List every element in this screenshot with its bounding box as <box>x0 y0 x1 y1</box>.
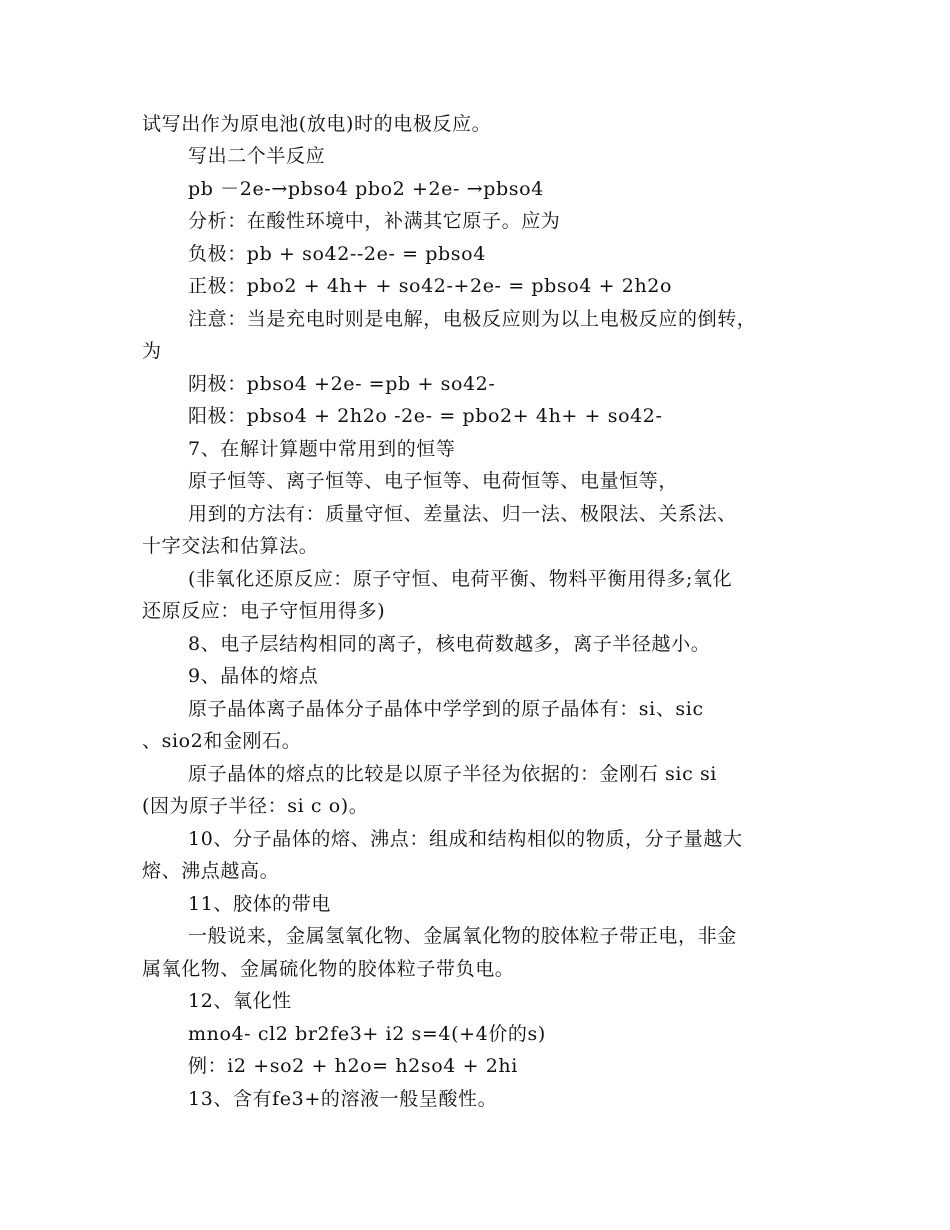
text-line: 写出二个半反应 <box>188 145 326 167</box>
section-heading: 10、分子晶体的熔、沸点：组成和结构相似的物质，分子量越大 <box>188 828 743 850</box>
text-line: (因为原子半径：si c o)。 <box>142 795 369 817</box>
text-line: 用到的方法有：质量守恒、差量法、归一法、极限法、关系法、 <box>188 503 737 525</box>
text-line: (非氧化还原反应：原子守恒、电荷平衡、物料平衡用得多;氧化 <box>188 568 733 590</box>
section-heading: 7、在解计算题中常用到的恒等 <box>188 438 456 460</box>
text-line: 为 <box>142 340 162 362</box>
section-heading: 12、氧化性 <box>188 990 292 1012</box>
text-line: 十字交法和估算法。 <box>142 535 319 557</box>
text-line: 、sio2和金刚石。 <box>142 730 302 752</box>
section-heading: 11、胶体的带电 <box>188 893 331 915</box>
section-heading: 13、含有fe3+的溶液一般呈酸性。 <box>188 1088 498 1110</box>
text-line: 原子恒等、离子恒等、电子恒等、电荷恒等、电量恒等， <box>188 470 679 492</box>
text-line: mno4- cl2 br2fe3+ i2 s=4(+4价的s) <box>188 1023 546 1045</box>
text-line: 分析：在酸性环境中，补满其它原子。应为 <box>188 210 561 232</box>
text-line: 原子晶体的熔点的比较是以原子半径为依据的：金刚石 sic si <box>188 763 717 785</box>
section-heading: 9、晶体的熔点 <box>188 665 319 687</box>
text-line: 阴极：pbso4 +2e- =pb + so42- <box>188 373 496 395</box>
text-line: 属氧化物、金属硫化物的胶体粒子带负电。 <box>142 958 515 980</box>
text-line: 正极：pbo2 + 4h+ + so42-+2e- = pbso4 + 2h2o <box>188 275 673 297</box>
section-heading: 8、电子层结构相同的离子，核电荷数越多，离子半径越小。 <box>188 633 711 655</box>
text-line: 原子晶体离子晶体分子晶体中学学到的原子晶体有：si、sic <box>188 698 704 720</box>
text-line: 一般说来，金属氢氧化物、金属氧化物的胶体粒子带正电，非金 <box>188 925 737 947</box>
text-line: pb －2e-→pbso4 pbo2 +2e- →pbso4 <box>188 178 544 200</box>
text-line: 注意：当是充电时则是电解，电极反应则为以上电极反应的倒转， <box>188 308 757 330</box>
text-line: 还原反应：电子守恒用得多) <box>142 600 386 622</box>
text-line: 试写出作为原电池(放电)时的电极反应。 <box>142 113 492 135</box>
text-line: 例：i2 +so2 + h2o= h2so4 + 2hi <box>188 1055 518 1077</box>
text-line: 负极：pb + so42--2e- = pbso4 <box>188 243 486 265</box>
text-line: 熔、沸点越高。 <box>142 860 280 882</box>
text-line: 阳极：pbso4 + 2h2o -2e- = pbo2+ 4h+ + so42- <box>188 405 663 427</box>
